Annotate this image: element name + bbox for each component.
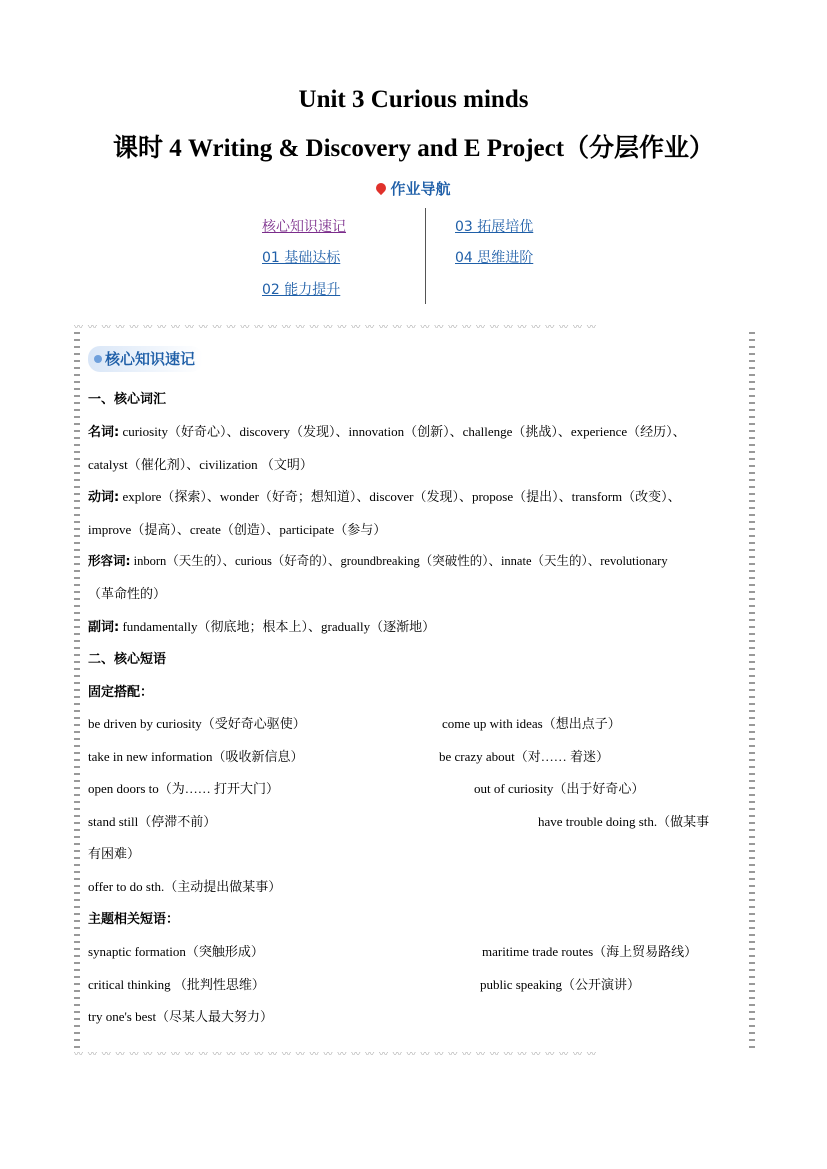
nav-heading: 作业导航 <box>0 178 827 199</box>
fixed-phrase: take in new information（吸收新信息） <box>88 749 304 764</box>
adj-line-1: 形容词: inborn（天生的）、curious（好奇的）、groundbreaking（突破性的）、innate（天生的）、revolutionary <box>88 553 668 568</box>
nav-link-extend[interactable]: 03 拓展培优 <box>455 219 534 235</box>
fixed-phrase: come up with ideas（想出点子） <box>442 716 621 731</box>
frame-border-bottom: 〰 〰 〰 〰 〰 〰 〰 〰 〰 〰 〰 〰 〰 〰 〰 〰 〰 〰 〰 〰 〰 〰 〰 〰 〰 〰 〰 〰 〰 〰 〰 〰 〰 〰 〰 〰 〰 〰 <box>74 1051 597 1059</box>
fixed-phrase-cont: 有困难） <box>88 846 141 861</box>
nav-divider <box>425 208 426 304</box>
frame-border-left <box>74 332 80 1051</box>
lesson-subtitle: 课时 4 Writing & Discovery and E Project（分层作业） <box>112 135 715 162</box>
fixed-label: 固定搭配： <box>88 685 154 700</box>
theme-label: 主题相关短语： <box>88 912 180 927</box>
adj-label: 形容词: <box>88 553 131 568</box>
phrases-heading: 二、核心短语 <box>88 652 167 667</box>
page-title: Unit 3 Curious minds <box>298 86 529 113</box>
section-title: 核心知识速记 <box>88 346 203 372</box>
verb-line-1: 动词: explore（探索）、wonder（好奇；想知道）、discover（发现）、propose（提出）、transform（改变）、 <box>88 489 681 505</box>
theme-phrase: maritime trade routes（海上贸易路线） <box>482 944 698 959</box>
fixed-phrase: offer to do sth.（主动提出做某事） <box>88 879 282 894</box>
fixed-phrase: have trouble doing sth.（做某事 <box>538 814 710 829</box>
theme-phrase: critical thinking （批判性思维） <box>88 977 265 992</box>
nav-link-basic[interactable]: 01 基础达标 <box>262 250 341 266</box>
adv-label: 副词: <box>88 620 120 635</box>
fixed-phrase: stand still（停滞不前） <box>88 814 217 829</box>
location-pin-icon <box>374 181 388 195</box>
fixed-phrase: open doors to（为…… 打开大门） <box>88 781 280 796</box>
theme-phrase: synaptic formation（突触形成） <box>88 944 264 959</box>
section-badge-icon <box>94 355 102 363</box>
frame-border-right <box>749 332 755 1051</box>
adv-line: 副词: fundamentally（彻底地；根本上）、gradually（逐渐地） <box>88 619 436 635</box>
noun-line-1: 名词: curiosity（好奇心）、discovery（发现）、innovation（创新）、challenge（挑战）、experience（经历）、 <box>88 424 686 440</box>
nav-link-improve[interactable]: 02 能力提升 <box>262 282 341 298</box>
adj-line-2: （革命性的） <box>88 586 167 601</box>
theme-phrase: public speaking（公开演讲） <box>480 977 640 992</box>
nav-link-core-knowledge[interactable]: 核心知识速记 <box>262 219 346 235</box>
noun-line-2: catalyst（催化剂）、civilization （文明） <box>88 457 313 472</box>
noun-label: 名词: <box>88 425 120 440</box>
fixed-phrase: be driven by curiosity（受好奇心驱使） <box>88 716 306 731</box>
verb-label: 动词: <box>88 490 120 505</box>
frame-border-top: 〰 〰 〰 〰 〰 〰 〰 〰 〰 〰 〰 〰 〰 〰 〰 〰 〰 〰 〰 〰 〰 〰 〰 〰 〰 〰 〰 〰 〰 〰 〰 〰 〰 〰 〰 〰 〰 〰 <box>74 324 597 332</box>
nav-link-thinking[interactable]: 04 思维进阶 <box>455 250 534 266</box>
vocab-heading: 一、核心词汇 <box>88 392 167 407</box>
fixed-phrase: be crazy about（对…… 着迷） <box>439 749 610 764</box>
fixed-phrase: out of curiosity（出于好奇心） <box>474 781 645 796</box>
verb-line-2: improve（提高）、create（创造）、participate（参与） <box>88 522 387 537</box>
theme-phrase: try one's best（尽某人最大努力） <box>88 1009 274 1024</box>
